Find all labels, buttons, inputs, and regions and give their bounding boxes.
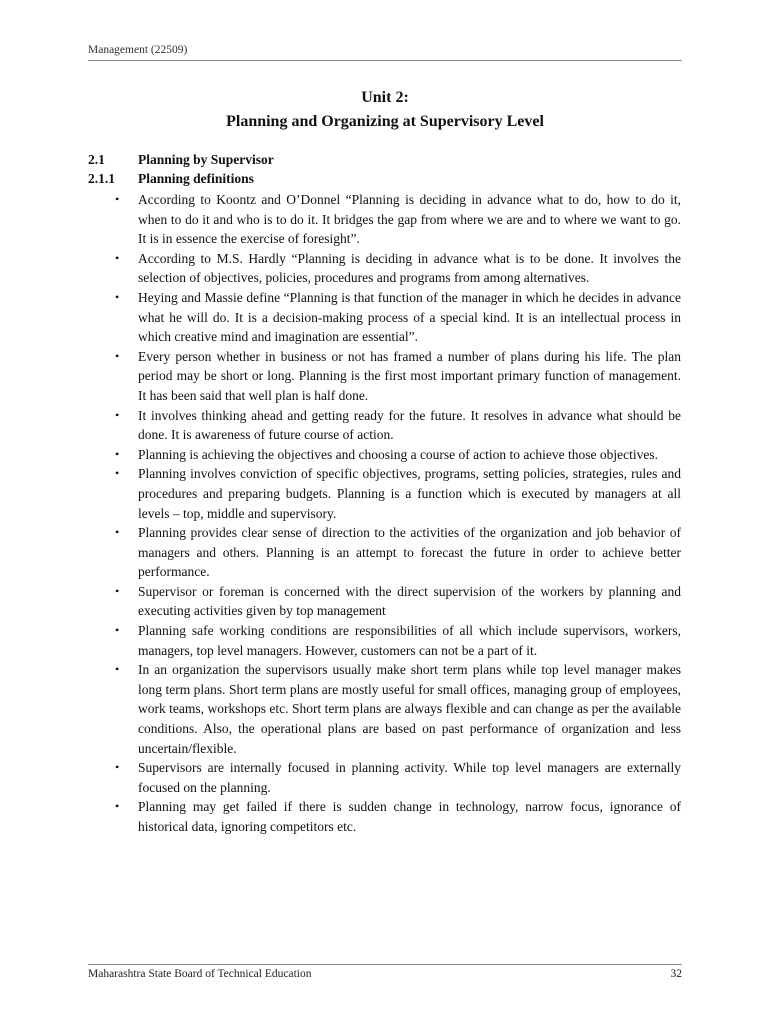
- page-number: 32: [670, 968, 682, 980]
- unit-name: Planning and Organizing at Supervisory Level: [226, 113, 544, 130]
- section-title: Planning by Supervisor: [138, 152, 274, 167]
- list-item-text: Planning provides clear sense of direction to the activities of the organization and job behavior of managers and others. Planning is an attempt to forecast the future in order to achieve better performance.: [138, 525, 681, 580]
- section-heading-2-1-1: [88, 169, 254, 188]
- section-heading-2-1: [88, 150, 274, 169]
- bullet-icon: •: [115, 250, 120, 265]
- list-item-text: In an organization the supervisors usually make short term plans while top level manager makes long term plans. Short term plans are mostly useful for small offices, managing group of employees, work teams, workshops etc. Short term plans are always flexible and can change as per the available conditions. Also, the operational plans are based on past performance of organization and less uncertain/flexible.: [138, 662, 681, 756]
- unit-number: Unit 2:: [361, 89, 409, 106]
- unit-title: [88, 86, 682, 134]
- section-number: 2.1: [88, 152, 105, 167]
- list-item: [110, 758, 681, 797]
- footer-publisher: Maharashtra State Board of Technical Education: [88, 968, 312, 980]
- bullet-icon: •: [115, 799, 120, 814]
- definitions-bullet-list: [110, 190, 681, 837]
- bullet-icon: •: [115, 583, 120, 598]
- list-item: [110, 523, 681, 582]
- list-item-text: It involves thinking ahead and getting ready for the future. It resolves in advance what should be done. It is awareness of future course of action.: [138, 407, 681, 443]
- list-item-text: Supervisors are internally focused in planning activity. While top level managers are externally focused on the planning.: [138, 760, 681, 795]
- list-item-text: Planning may get failed if there is sudden change in technology, narrow focus, ignorance of historical data, ignoring competitors etc.: [138, 799, 681, 834]
- list-item: [110, 797, 681, 836]
- list-item-text: According to M.S. Hardly “Planning is deciding in advance what is to be done. It involves the selection of objectives, policies, procedures and programs from among alternatives.: [138, 250, 681, 286]
- page-footer: [88, 964, 682, 980]
- bullet-icon: •: [115, 525, 120, 540]
- bullet-icon: •: [115, 407, 120, 422]
- list-item-text: Heying and Massie define “Planning is that function of the manager in which he decides in advance what he will do. It is a decision-making process of a special kind. It is an intellectual process in which creative mind and imagination are essential”.: [138, 289, 681, 345]
- list-item: [110, 621, 681, 660]
- bullet-icon: •: [115, 446, 120, 461]
- list-item-text: According to Koontz and O’Donnel “Planning is deciding in advance what to do, how to do it, when to do it and who is to do it. It bridges the gap from where we are and to where we want to go. It is in essence the exercise of foresight”.: [138, 192, 681, 247]
- list-item-text: Supervisor or foreman is concerned with the direct supervision of the workers by planning and executing activities given by top management: [138, 583, 681, 619]
- list-item-text: Planning involves conviction of specific objectives, programs, setting policies, strategies, rules and procedures and preparing budgets. Planning is a function which is executed by managers at all levels – top, middle and supervisory.: [138, 466, 681, 521]
- list-item-text: Planning safe working conditions are responsibilities of all which include supervisors, workers, managers, top level managers. However, customers can not be a part of it.: [138, 623, 681, 658]
- list-item: [110, 249, 681, 288]
- list-item: [110, 445, 681, 465]
- running-header: Management (22509): [88, 44, 682, 61]
- list-item: [110, 406, 681, 445]
- list-item: [110, 464, 681, 523]
- list-item: [110, 582, 681, 621]
- list-item: [110, 660, 681, 758]
- section-title: Planning definitions: [138, 171, 254, 186]
- bullet-icon: •: [115, 662, 120, 677]
- bullet-icon: •: [115, 466, 120, 481]
- bullet-icon: •: [115, 348, 120, 363]
- bullet-icon: •: [115, 289, 120, 304]
- list-item-text: Every person whether in business or not has framed a number of plans during his life. The plan period may be short or long. Planning is the first most important primary function of management. It has been said that well plan is half done.: [138, 348, 681, 403]
- bullet-icon: •: [115, 760, 120, 775]
- list-item: [110, 347, 681, 406]
- list-item: [110, 288, 681, 347]
- list-item: [110, 190, 681, 249]
- bullet-icon: •: [115, 623, 120, 638]
- bullet-icon: •: [115, 192, 120, 206]
- section-number: 2.1.1: [88, 171, 115, 186]
- list-item-text: Planning is achieving the objectives and choosing a course of action to achieve those objectives.: [138, 446, 658, 462]
